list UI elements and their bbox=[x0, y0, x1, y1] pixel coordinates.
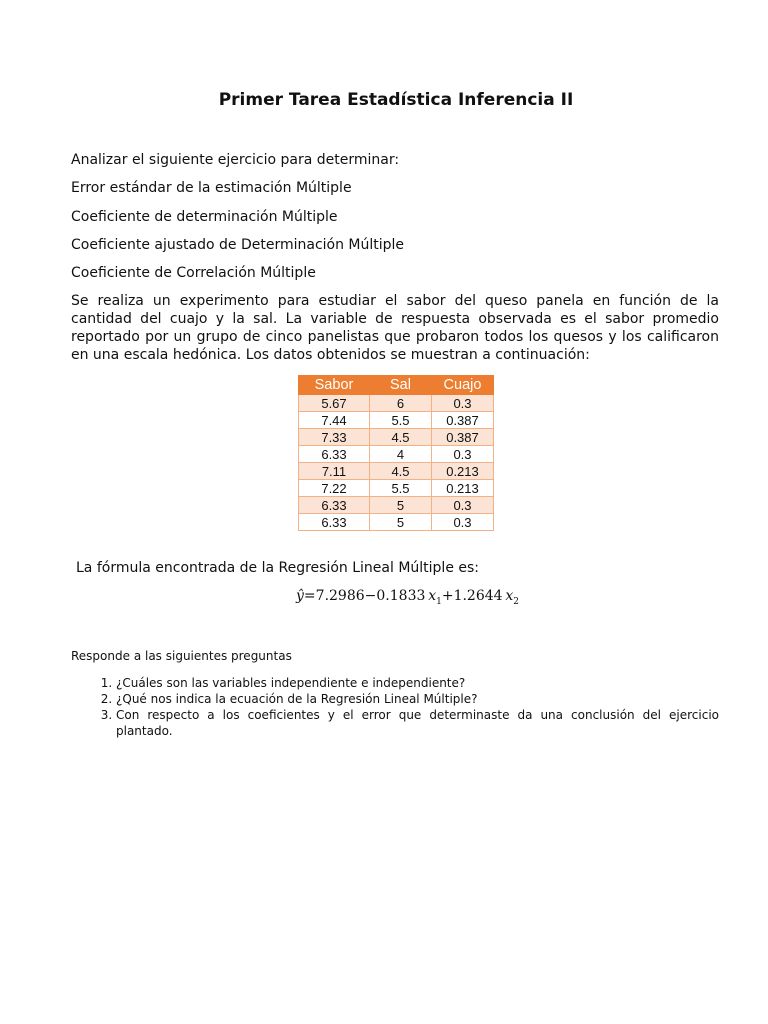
question-item: 2. ¿Qué nos indica la ecuación de la Regresión Lineal Múltiple? bbox=[116, 691, 719, 707]
table-row bbox=[299, 395, 494, 412]
table-cell: 5.67 bbox=[299, 395, 370, 412]
document-title: Primer Tarea Estadística Inferencia II bbox=[218, 90, 574, 110]
table-cell: 7.11 bbox=[299, 463, 370, 480]
formula-subscript-2: 2 bbox=[513, 596, 519, 607]
table-cell: 6.33 bbox=[299, 514, 370, 531]
table-cell: 0.213 bbox=[432, 480, 494, 497]
table-cell: 4.5 bbox=[370, 463, 432, 480]
formula-operator: + bbox=[441, 588, 454, 604]
objective-item: Coeficiente de determinación Múltiple bbox=[71, 209, 338, 225]
questions-prompt: Responde a las siguientes preguntas bbox=[71, 649, 292, 663]
formula-variable-1: x bbox=[428, 588, 437, 604]
formula-intro: La fórmula encontrada de la Regresión Lineal Múltiple es: bbox=[76, 560, 480, 576]
formula-coefficient-1: 0.1833 bbox=[376, 588, 426, 604]
table-cell: 0.3 bbox=[432, 514, 494, 531]
table-cell: 0.3 bbox=[432, 446, 494, 463]
questions-list bbox=[71, 675, 719, 739]
table-cell: 0.387 bbox=[432, 429, 494, 446]
formula-operator: − bbox=[364, 588, 377, 604]
objective-item: Coeficiente de Correlación Múltiple bbox=[71, 265, 316, 281]
formula-lhs: ŷ bbox=[296, 588, 304, 604]
table-cell: 7.22 bbox=[299, 480, 370, 497]
intro-text: Analizar el siguiente ejercicio para determinar: bbox=[71, 152, 400, 168]
table-cell: 4 bbox=[370, 446, 432, 463]
table-cell: 6.33 bbox=[299, 446, 370, 463]
table-cell: 0.3 bbox=[432, 395, 494, 412]
regression-formula bbox=[296, 588, 519, 607]
problem-description: Se realiza un experimento para estudiar el sabor del queso panela en función de la cantidad del cuajo y la sal. La variable de respuesta observada es el sabor promedio reportado por un grupo de cinco panelistas que probaron todos los quesos y los calificaron en una escala hedónica. Los datos obtenidos se muestran a continuación: bbox=[71, 293, 719, 363]
table-cell: 0.3 bbox=[432, 497, 494, 514]
objective-item: Coeficiente ajustado de Determinación Múltiple bbox=[71, 237, 405, 253]
column-header-cuajo: Cuajo bbox=[432, 376, 494, 395]
table-cell: 5 bbox=[370, 497, 432, 514]
formula-variable-2: x bbox=[505, 588, 514, 604]
table-cell: 6.33 bbox=[299, 497, 370, 514]
table-cell: 4.5 bbox=[370, 429, 432, 446]
formula-intercept: 7.2986 bbox=[315, 588, 365, 604]
table-row bbox=[299, 429, 494, 446]
question-item: 3. Con respecto a los coeficientes y el error que determinaste da una conclusión del ejercicio plantado. bbox=[116, 707, 719, 739]
objective-item: Error estándar de la estimación Múltiple bbox=[71, 180, 352, 196]
table-row bbox=[299, 446, 494, 463]
formula-equals: = bbox=[303, 588, 316, 604]
table-cell: 6 bbox=[370, 395, 432, 412]
table-cell: 7.33 bbox=[299, 429, 370, 446]
table-cell: 5 bbox=[370, 514, 432, 531]
table-cell: 5.5 bbox=[370, 480, 432, 497]
table-header-row bbox=[299, 376, 494, 395]
table-row bbox=[299, 412, 494, 429]
table-row bbox=[299, 463, 494, 480]
data-table bbox=[298, 375, 494, 531]
table-row bbox=[299, 480, 494, 497]
table-row bbox=[299, 497, 494, 514]
column-header-sal: Sal bbox=[370, 376, 432, 395]
table-cell: 0.387 bbox=[432, 412, 494, 429]
formula-subscript-1: 1 bbox=[436, 596, 442, 607]
table-cell: 7.44 bbox=[299, 412, 370, 429]
column-header-sabor: Sabor bbox=[299, 376, 370, 395]
table-cell: 5.5 bbox=[370, 412, 432, 429]
formula-coefficient-2: 1.2644 bbox=[453, 588, 503, 604]
table-row bbox=[299, 514, 494, 531]
question-item: 1. ¿Cuáles son las variables independiente e independiente? bbox=[116, 675, 719, 691]
table-cell: 0.213 bbox=[432, 463, 494, 480]
